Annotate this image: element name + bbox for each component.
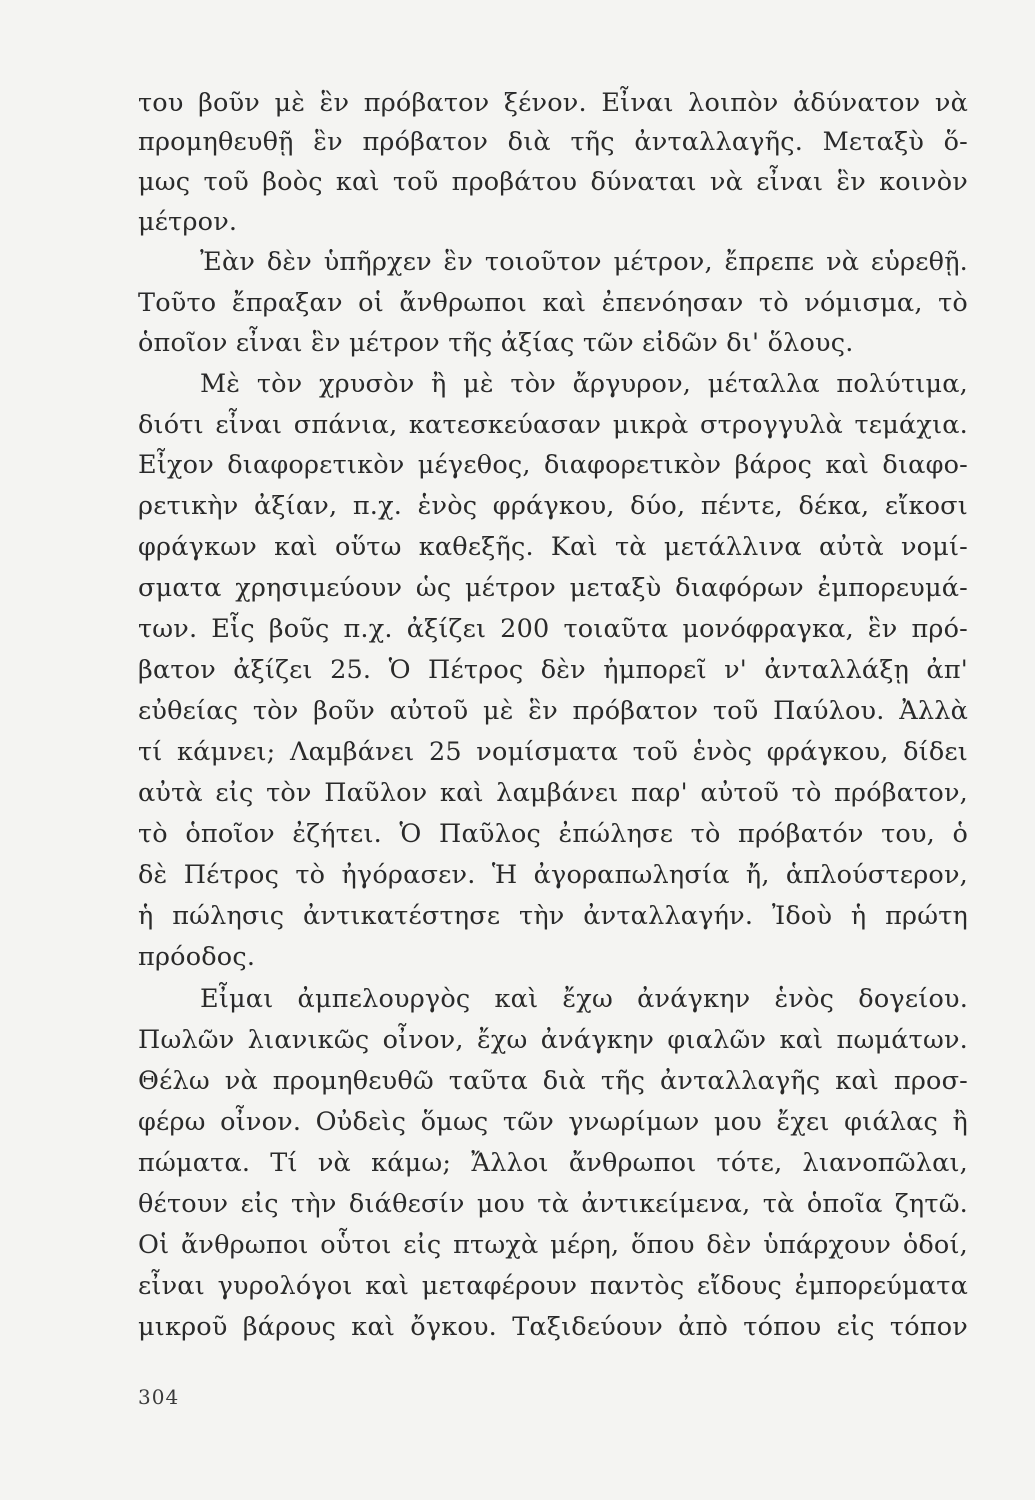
text-line: μικροῦ βάρους καὶ ὄγκου. Ταξιδεύουν ἀπὸ τόπου εἰς τόπον: [138, 1312, 968, 1342]
text-line: Οἱ ἄνθρωποι οὗτοι εἰς πτωχὰ μέρη, ὅπου δὲν ὑπάρχουν ὁδοί,: [138, 1230, 968, 1260]
paragraph-first-line: Ἐὰν δὲν ὑπῆρχεν ἓν τοιοῦτον μέτρον, ἔπρεπε νὰ εὑρεθῇ.: [200, 247, 968, 277]
text-line: ὁποῖον εἶναι ἓν μέτρον τῆς ἀξίας τῶν εἰδῶν δι' ὅλους.: [138, 328, 854, 358]
text-line: σματα χρησιμεύουν ὡς μέτρον μεταξὺ διαφόρων ἐμπορευμά-: [138, 573, 968, 603]
text-line: αὐτὰ εἰς τὸν Παῦλον καὶ λαμβάνει παρ' αὐτοῦ τὸ πρόβατον,: [138, 778, 968, 808]
paragraph-first-line: Μὲ τὸν χρυσὸν ἢ μὲ τὸν ἄργυρον, μέταλλα πολύτιμα,: [200, 369, 968, 399]
text-line: τί κάμνει; Λαμβάνει 25 νομίσματα τοῦ ἑνὸς φράγκου, δίδει: [138, 737, 968, 767]
text-line: εὐθείας τὸν βοῦν αὐτοῦ μὲ ἓν πρόβατον τοῦ Παύλου. Ἀλλὰ: [138, 696, 968, 726]
text-line: δὲ Πέτρος τὸ ἠγόρασεν. Ἡ ἀγοραπωλησία ἤ, ἁπλούστερον,: [138, 860, 968, 890]
text-line: διότι εἶναι σπάνια, κατεσκεύασαν μικρὰ στρογγυλὰ τεμάχια.: [138, 410, 968, 440]
text-line: Τοῦτο ἔπραξαν οἱ ἄνθρωποι καὶ ἐπενόησαν τὸ νόμισμα, τὸ: [138, 288, 968, 318]
text-line: μέτρον.: [138, 207, 238, 237]
text-line: ἡ πώλησις ἀντικατέστησε τὴν ἀνταλλαγήν. Ἰδοὺ ἡ πρώτη: [138, 901, 968, 931]
text-line: των. Εἷς βοῦς π.χ. ἀξίζει 200 τοιαῦτα μονόφραγκα, ἓν πρό-: [138, 614, 968, 644]
text-line: πρόοδος.: [138, 942, 256, 972]
text-line: πώματα. Τί νὰ κάμω; Ἄλλοι ἄνθρωποι τότε, λιανοπῶλαι,: [138, 1148, 968, 1178]
text-line: Εἶχον διαφορετικὸν μέγεθος, διαφορετικὸν βάρος καὶ διαφο-: [138, 450, 968, 480]
page-number: 304: [138, 1385, 180, 1409]
text-line: εἶναι γυρολόγοι καὶ μεταφέρουν παντὸς εἴδους ἐμπορεύματα: [138, 1271, 968, 1301]
text-line: μως τοῦ βοὸς καὶ τοῦ προβάτου δύναται νὰ εἶναι ἓν κοινὸν: [138, 167, 968, 197]
text-line: τὸ ὁποῖον ἐζήτει. Ὁ Παῦλος ἐπώλησε τὸ πρόβατόν του, ὁ: [138, 819, 968, 849]
text-line: του βοῦν μὲ ἓν πρόβατον ξένον. Εἶναι λοιπὸν ἀδύνατον νὰ: [138, 88, 968, 118]
text-line: Θέλω νὰ προμηθευθῶ ταῦτα διὰ τῆς ἀνταλλαγῆς καὶ προσ-: [138, 1066, 968, 1096]
text-line: ρετικὴν ἀξίαν, π.χ. ἑνὸς φράγκου, δύο, πέντε, δέκα, εἴκοσι: [138, 491, 968, 521]
text-line: βατον ἀξίζει 25. Ὁ Πέτρος δὲν ἠμπορεῖ ν' ἀνταλλάξῃ ἀπ': [138, 655, 968, 685]
text-line: Πωλῶν λιανικῶς οἶνον, ἔχω ἀνάγκην φιαλῶν καὶ πωμάτων.: [138, 1025, 968, 1055]
paragraph-first-line: Εἶμαι ἀμπελουργὸς καὶ ἔχω ἀνάγκην ἑνὸς δογείου.: [200, 984, 968, 1014]
text-line: θέτουν εἰς τὴν διάθεσίν μου τὰ ἀντικείμενα, τὰ ὁποῖα ζητῶ.: [138, 1189, 968, 1219]
text-line: φράγκων καὶ οὕτω καθεξῆς. Καὶ τὰ μετάλλινα αὐτὰ νομί-: [138, 532, 968, 562]
text-line: φέρω οἶνον. Οὐδεὶς ὅμως τῶν γνωρίμων μου ἔχει φιάλας ἢ: [138, 1107, 968, 1137]
text-line: προμηθευθῇ ἓν πρόβατον διὰ τῆς ἀνταλλαγῆς. Μεταξὺ ὅ-: [138, 127, 968, 157]
